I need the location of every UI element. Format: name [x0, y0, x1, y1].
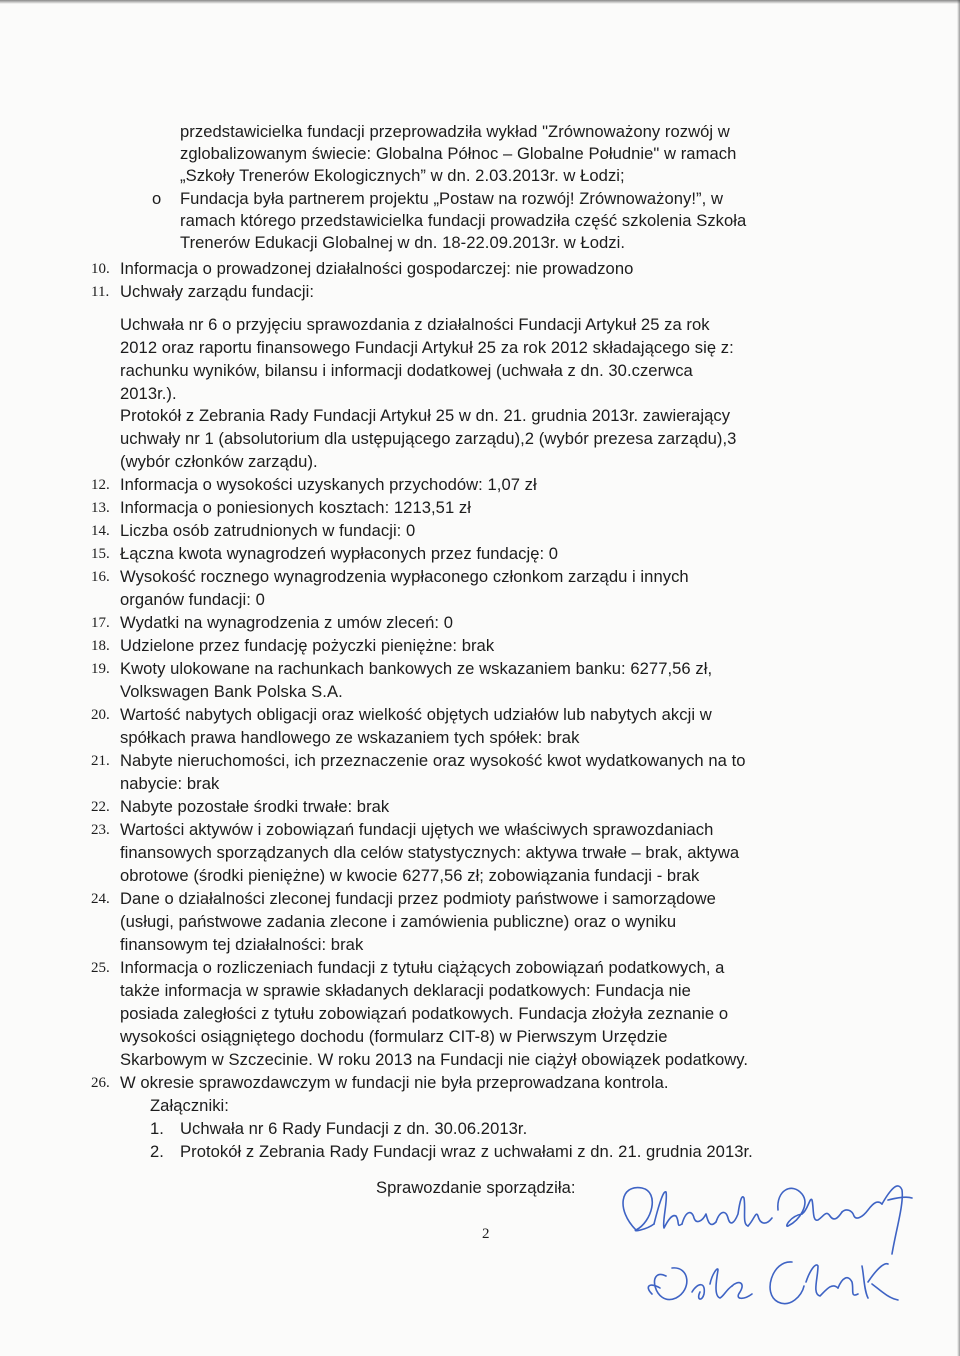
bullet-line: Trenerów Edukacji Globalnej w dn. 18-22.09.2013r. w Łodzi. [180, 233, 626, 252]
item-number: 20. [91, 707, 110, 723]
item-line: Wartości aktywów i zobowiązań fundacji ujętych we właściwych sprawozdaniach [120, 820, 714, 839]
item-number: 13. [91, 500, 110, 516]
item-line: organów fundacji: 0 [120, 590, 265, 609]
signature-text-2: Dorota Obelik [606, 1170, 613, 1171]
item-number: 15. [91, 546, 110, 562]
bullet-marker: o [152, 189, 162, 208]
item-line: obrotowe (środki pieniężne) w kwocie 6277,56 zł; zobowiązania fundacji - brak [120, 866, 700, 885]
signature-handwriting [606, 1170, 916, 1340]
item-line: W okresie sprawozdawczym w fundacji nie była przeprowadzana kontrola. [120, 1073, 669, 1092]
attachment-item: Protokół z Zebrania Rady Fundacji wraz z uchwałami z dn. 21. grudnia 2013r. [180, 1142, 753, 1161]
item-line: Liczba osób zatrudnionych w fundacji: 0 [120, 521, 416, 540]
item-line: Udzielone przez fundację pożyczki pieniężne: brak [120, 636, 495, 655]
item-line: Informacja o prowadzonej działalności gospodarczej: nie prowadzono [120, 259, 634, 278]
page-number: 2 [482, 1226, 490, 1242]
item-line: posiada zaległości z tytułu zobowiązań podatkowych. Fundacja złożyła zeznanie o [120, 1004, 729, 1023]
item-line: Nabyte nieruchomości, ich przeznaczenie oraz wysokość kwot wydatkowanych na to [120, 751, 746, 770]
item-line: spółkach prawa handlowego ze wskazaniem tych spółek: brak [120, 728, 580, 747]
item-number: 14. [91, 523, 110, 539]
item-line: Łączna kwota wynagrodzeń wypłaconych przez fundację: 0 [120, 544, 559, 563]
item-line: także informacja w sprawie składanych deklaracji podatkowych: Fundacja nie [120, 981, 691, 1000]
item-line: Informacja o rozliczeniach fundacji z tytułu ciążących zobowiązań podatkowych, a [120, 958, 725, 977]
item-line: Uchwała nr 6 o przyjęciu sprawozdania z działalności Fundacji Artykuł 25 za rok [120, 315, 710, 334]
attachment-number: 1. [150, 1119, 164, 1138]
intro-line: przedstawicielka fundacji przeprowadziła wykład "Zrównoważony rozwój w [180, 122, 730, 141]
attachment-item: Uchwała nr 6 Rady Fundacji z dn. 30.06.2013r. [180, 1119, 528, 1138]
item-number: 12. [91, 477, 110, 493]
intro-line: zglobalizowanym świecie: Globalna Północ – Globalne Południe" w ramach [180, 144, 737, 163]
bullet-line: Fundacja była partnerem projektu „Postaw na rozwój! Zrównoważony!”, w [180, 189, 723, 208]
item-line: finansowych sporządzanych dla celów statystycznych: aktywa trwałe – brak, aktywa [120, 843, 740, 862]
item-number: 11. [91, 284, 110, 300]
bullet-line: ramach którego przedstawicielka fundacji prowadziła część szkolenia Szkoła [180, 211, 747, 230]
item-line: Wartość nabytych obligacji oraz wielkość objętych udziałów lub nabytych akcji w [120, 705, 712, 724]
item-line: (usługi, państwowe zadania zlecone i zamówienia publiczne) oraz o wyniku [120, 912, 677, 931]
item-line: 2013r.). [120, 384, 177, 403]
item-number: 18. [91, 638, 110, 654]
item-number: 25. [91, 960, 110, 976]
item-line: Nabyte pozostałe środki trwałe: brak [120, 797, 390, 816]
item-line: Dane o działalności zleconej fundacji przez podmioty państwowe i samorządowe [120, 889, 716, 908]
item-number: 23. [91, 822, 110, 838]
item-line: Volkswagen Bank Polska S.A. [120, 682, 343, 701]
item-number: 24. [91, 891, 110, 907]
attachments-heading: Załączniki: [150, 1096, 229, 1115]
item-line: Uchwały zarządu fundacji: [120, 282, 315, 301]
item-number: 26. [91, 1075, 110, 1091]
item-line: Wydatki na wynagrodzenia z umów zleceń: 0 [120, 613, 454, 632]
item-line: Protokół z Zebrania Rady Fundacji Artykuł 25 w dn. 21. grudnia 2013r. zawierający [120, 406, 731, 425]
item-line: wysokości osiągniętego dochodu (formularz CIT-8) w Pierwszym Urzędzie [120, 1027, 668, 1046]
item-line: Skarbowym w Szczecinie. W roku 2013 na Fundacji nie ciążył obowiązek podatkowy. [120, 1050, 749, 1069]
item-number: 22. [91, 799, 110, 815]
item-line: 2012 oraz raportu finansowego Fundacji Artykuł 25 za rok 2012 składającego się z: [120, 338, 734, 357]
item-number: 21. [91, 753, 110, 769]
item-line: (wybór członków zarządu). [120, 452, 318, 471]
intro-line: „Szkoły Trenerów Ekologicznych” w dn. 2.03.2013r. w Łodzi; [180, 166, 625, 185]
item-line: rachunku wyników, bilansu i informacji dodatkowej (uchwała z dn. 30.czerwca [120, 361, 693, 380]
attachment-number: 2. [150, 1142, 164, 1161]
item-line: Informacja o poniesionych kosztach: 1213,51 zł [120, 498, 471, 517]
item-line: Wysokość rocznego wynagrodzenia wypłaconego członkom zarządu i innych [120, 567, 689, 586]
signature-label: Sprawozdanie sporządziła: [376, 1178, 576, 1197]
item-line: Kwoty ulokowane na rachunkach bankowych ze wskazaniem banku: 6277,56 zł, [120, 659, 713, 678]
item-number: 10. [91, 261, 110, 277]
item-number: 16. [91, 569, 110, 585]
item-number: 19. [91, 661, 110, 677]
item-line: nabycie: brak [120, 774, 220, 793]
item-line: Informacja o wysokości uzyskanych przychodów: 1,07 zł [120, 475, 537, 494]
item-line: finansowym tej działalności: brak [120, 935, 364, 954]
item-number: 17. [91, 615, 110, 631]
item-line: uchwały nr 1 (absolutorium dla ustępującego zarządu),2 (wybór prezesa zarządu),3 [120, 429, 737, 448]
